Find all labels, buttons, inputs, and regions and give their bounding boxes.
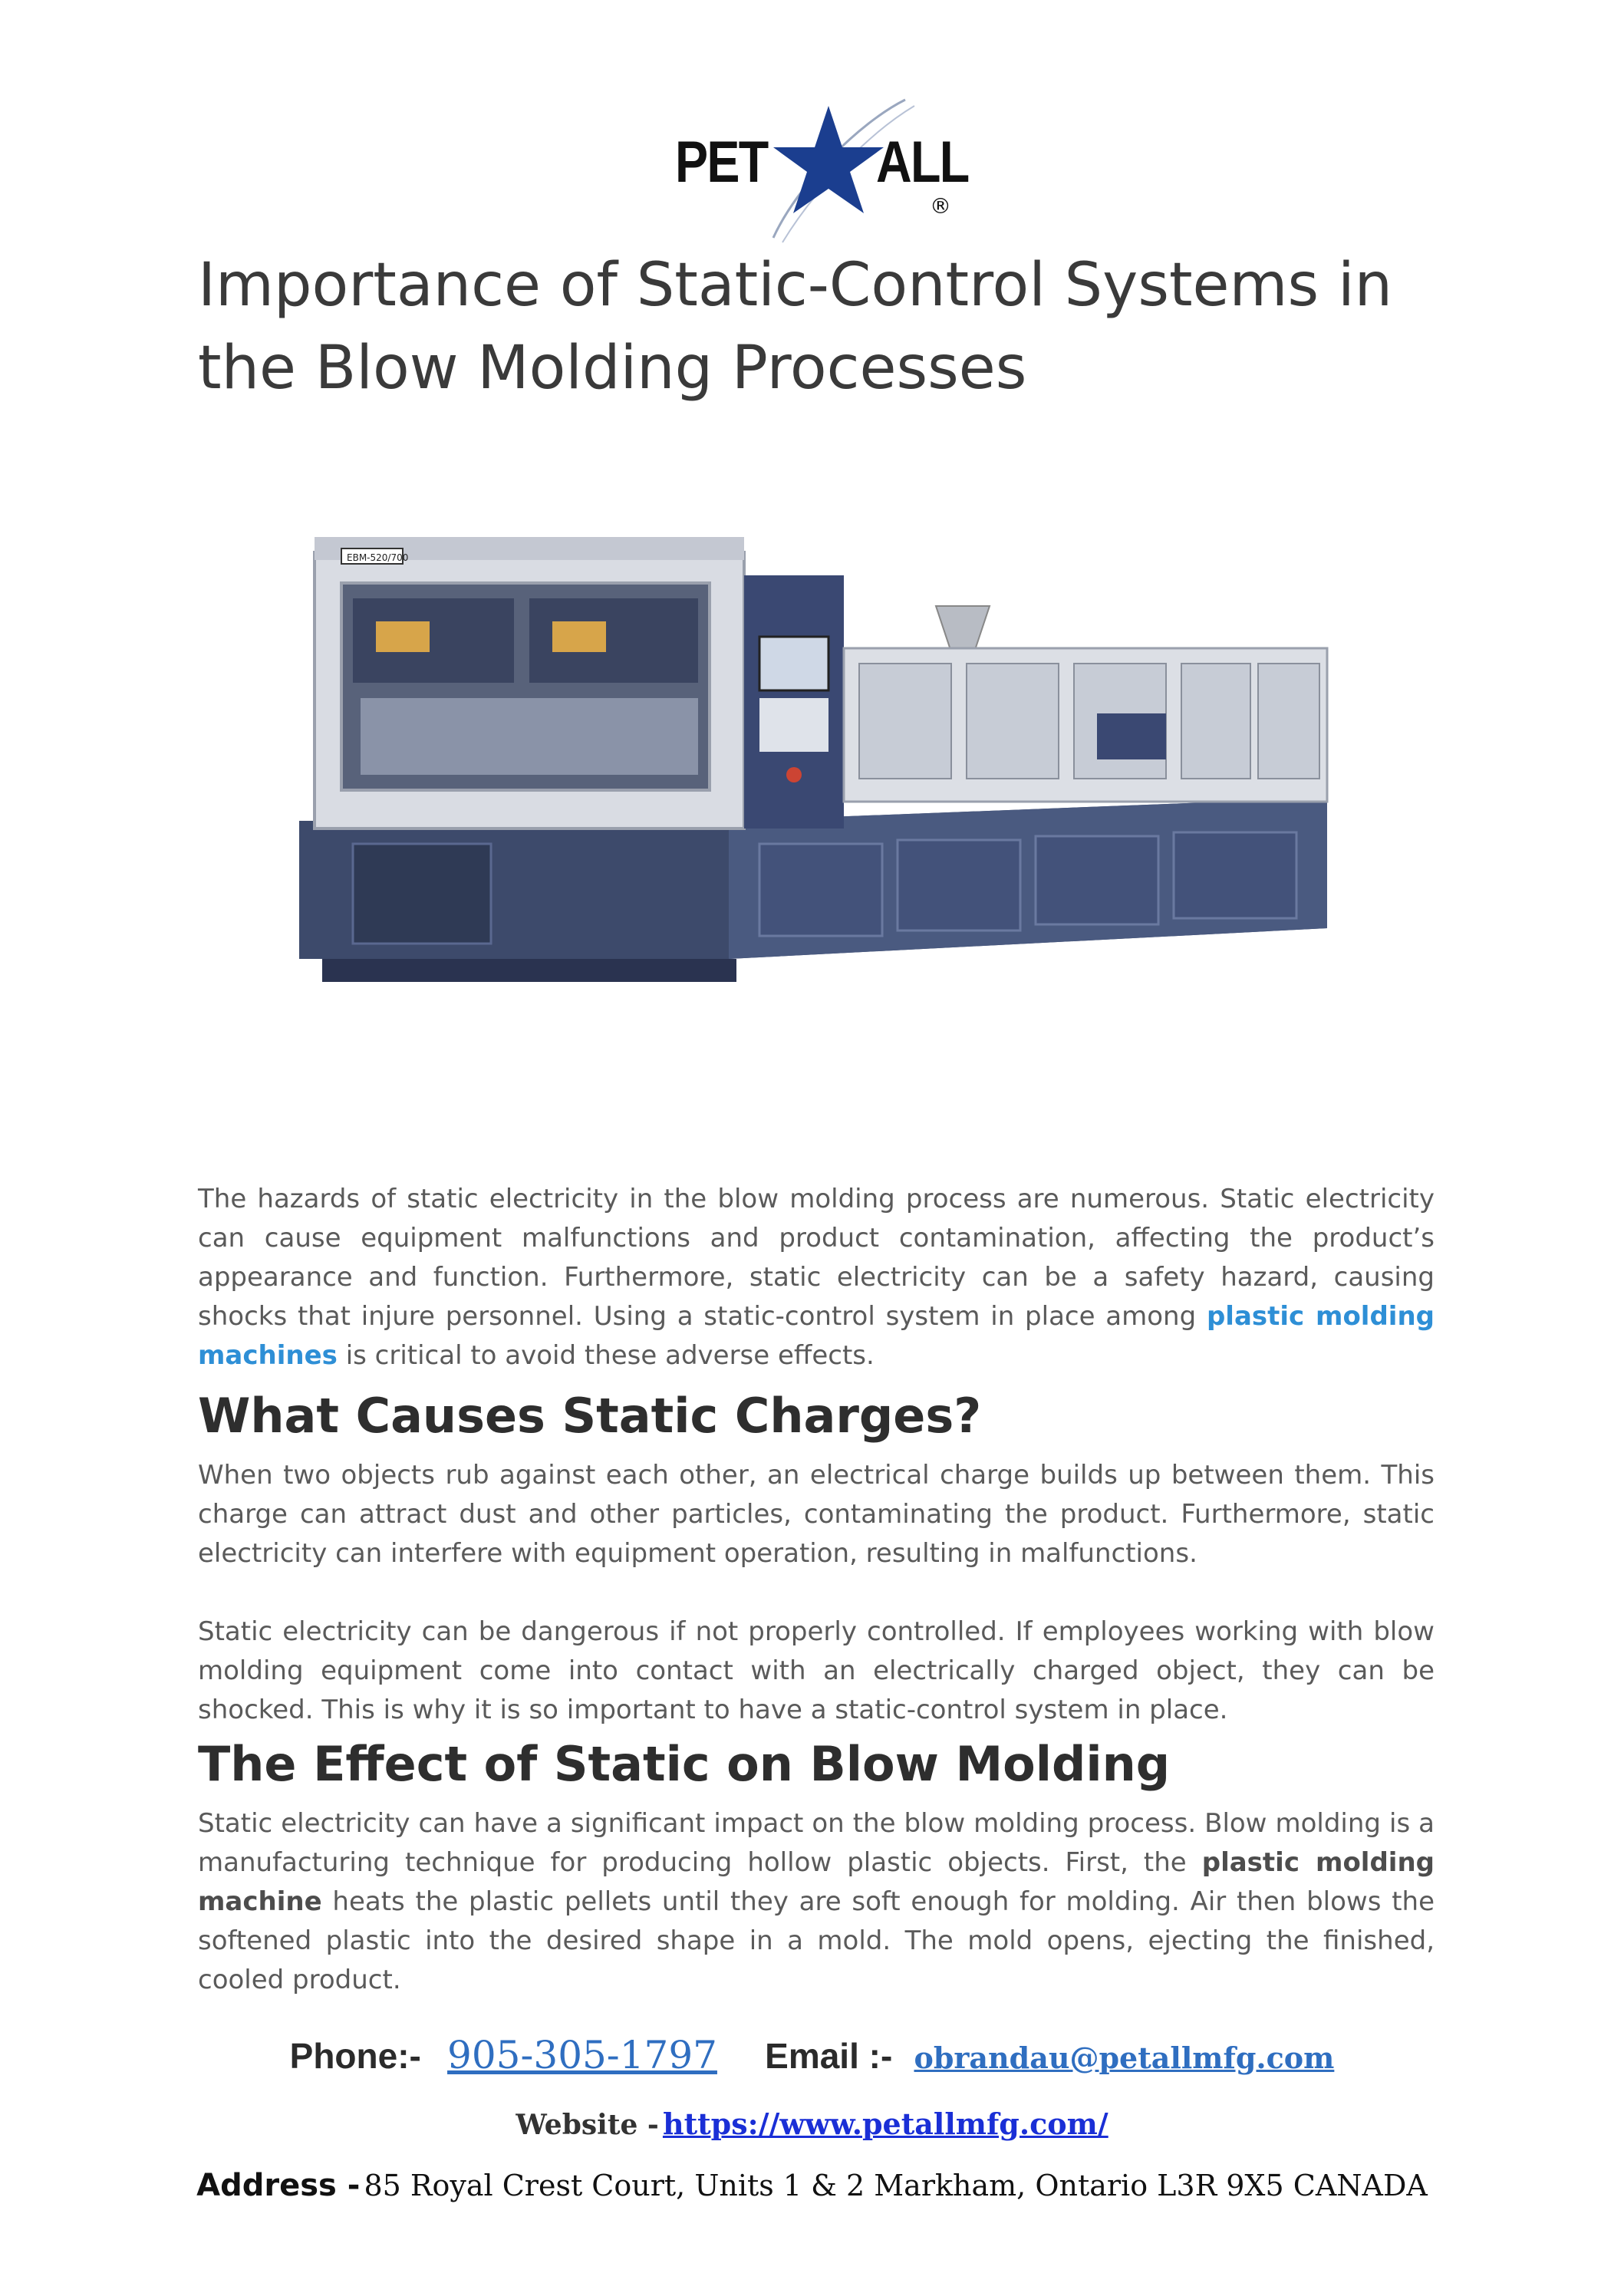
intro-text-1: The hazards of static electricity in the blow molding process are numerous. Static electricity can cause equipment malfunctions and product contamination, affecting the product’s appearance and function. Furthermore, static electricity can be a safety hazard, causing shocks that injure personnel. Using a static-control system in place among — [198, 1184, 1435, 1332]
website-link[interactable]: https://www.petallmfg.com/ — [662, 2107, 1108, 2141]
plastic-molding-machine-bold: plastic molding machine — [198, 1847, 1435, 1917]
plastic-molding-machines-link[interactable]: plastic molding machines — [198, 1301, 1435, 1371]
email-label: Email :- — [765, 2036, 893, 2076]
machine-panel-label: EBM-520/700 — [347, 552, 409, 563]
website-label: Website - — [516, 2109, 659, 2141]
page-title: Importance of Static-Control Systems in the Blow Molding Processes — [198, 251, 1393, 403]
phone-link[interactable]: 905-305-1797 — [447, 2033, 717, 2077]
intro-paragraph — [198, 1180, 1435, 1375]
address-text: 85 Royal Crest Court, Units 1 & 2 Markham, Ontario L3R 9X5 CANADA — [364, 2169, 1428, 2202]
intro-text-2: is critical to avoid these adverse effects. — [337, 1340, 875, 1371]
section2-paragraph — [198, 1804, 1435, 2000]
section2-text-2: heats the plastic pellets until they are soft enough for molding. Air then blows the softened plastic into the desired shape in a mold. The mold opens, ejecting the finished, cooled product. — [198, 1886, 1435, 1995]
section-heading-static-charges: What Causes Static Charges? — [198, 1388, 982, 1444]
logo-text-right: ALL — [876, 130, 969, 195]
logo-text-left: PET — [675, 130, 768, 195]
registered-mark: ® — [930, 193, 951, 219]
address-label: Address - — [196, 2168, 361, 2203]
phone-label: Phone:- — [289, 2036, 421, 2076]
email-link[interactable]: obrandau@petallmfg.com — [914, 2041, 1335, 2075]
company-logo — [660, 92, 982, 245]
blow-molding-machine-image — [299, 514, 1350, 1005]
contact-phone-email-row — [0, 2033, 1624, 2077]
contact-website-row — [0, 2107, 1624, 2141]
contact-address-row — [0, 2168, 1624, 2203]
section1-paragraph-2: Static electricity can be dangerous if not properly controlled. If employees working with blow molding equipment come into contact with an electrically charged object, they can be shocked. This is why it is so important to have a static-control system in place. — [198, 1616, 1435, 1725]
section2-text-1: Static electricity can have a significant impact on the blow molding process. Blow molding is a manufacturing technique for producing hollow plastic objects. First, the — [198, 1808, 1435, 1878]
section1-paragraph-1: When two objects rub against each other, an electrical charge builds up between them. This charge can attract dust and other particles, contaminating the product. Furthermore, static electricity can interfere with equipment operation, resulting in malfunctions. — [198, 1460, 1435, 1569]
section-heading-effect-of-static: The Effect of Static on Blow Molding — [198, 1736, 1171, 1792]
